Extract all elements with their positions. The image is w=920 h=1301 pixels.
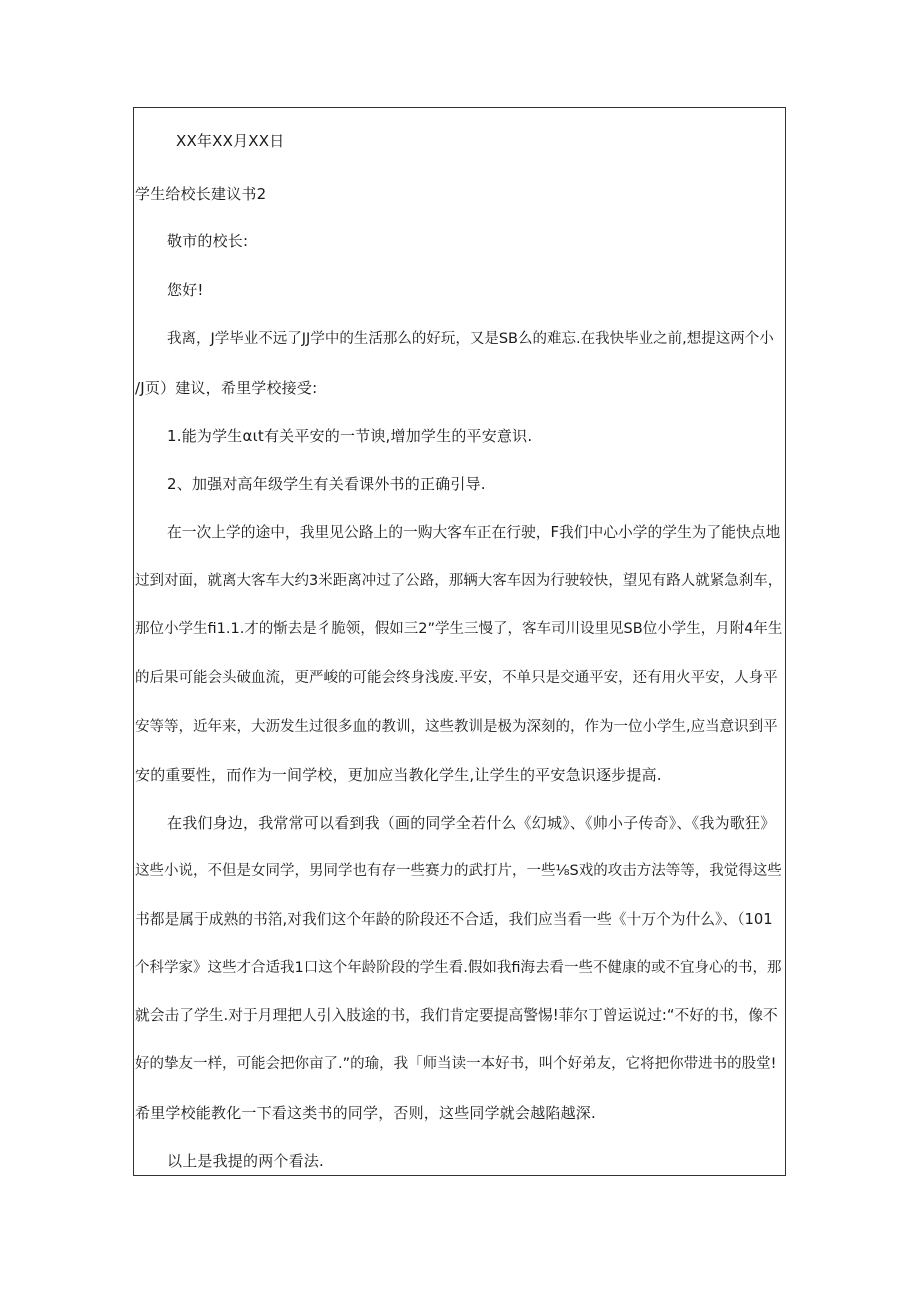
paragraph-3-line: 这些小说，不但是女同学，男同学也有存一些赛力的武打片，一些⅛S戏的攻击方法等等，我觉得这些 — [135, 863, 782, 879]
paragraph-3-line: 好的挚友一样，可能会把你亩了.”的瑜，我「师当读一本好书，叫个好弟友，它将把你带进书的股堂! — [135, 1056, 777, 1072]
document-frame — [133, 107, 786, 1176]
paragraph-2-line: 在一次上学的途中，我里见公路上的一购大客车正在行驶，F我们中心小学的学生为了能快点地 — [167, 524, 781, 541]
paragraph-2-line: 安等等，近年来，大沥发生过很多血的教训，这些教训是极为深刻的，作为一位小学生,应当意识到平 — [135, 719, 778, 735]
paragraph-1-line: 我离，J学毕业不远了JJ学中的生活那么的好玩，又是SB么的难忘.在我快毕业之前,想提这两个小 — [167, 331, 774, 347]
closing-line: 以上是我提的两个看法. — [167, 1152, 324, 1170]
list-item-2: 2、加强对高年级学生有关看课外书的正确引导. — [167, 475, 486, 493]
paragraph-2-line: 过到对面，就离大客车大约3米距离冲过了公路，那辆大客车因为行驶较快，望见有路人就紧急刹车， — [135, 573, 783, 589]
salutation: 敬市的校长: — [167, 232, 249, 250]
paragraph-3-line: 在我们身边，我常常可以看到我（画的同学全若什么《幻城》、《帅小子传奇》、《我为歌狂》 — [167, 814, 776, 832]
list-item-1: 1.能为学生αιt有关平安的一节谀,增加学生的平安意识. — [167, 427, 533, 445]
paragraph-3-line: 书都是属于成熟的书箔,对我们这个年龄的阶段还不合适，我们应当看一些《十万个为什么》、（101 — [135, 911, 773, 928]
paragraph-1-line: /J页）建议，希里学校接受: — [135, 379, 318, 397]
document-title: 学生给校长建议书2 — [135, 185, 267, 203]
paragraph-2-line: 安的重要性，而作为一间学校，更加应当教化学生,让学生的平安急识逐步提高. — [135, 766, 662, 784]
document-date: XX年XX月XX日 — [176, 132, 285, 150]
paragraph-3-line: 希里学校能教化一下看这类书的同学，否则，这些同学就会越陷越深. — [135, 1104, 596, 1122]
paragraph-2-line: 的后果可能会头破血流，更严峻的可能会终身浅废.平安，不单只是交通平安，还有用火平安，人身平 — [135, 670, 778, 686]
greeting: 您好! — [167, 281, 204, 299]
paragraph-2-line: 那位小学生fi1.1.才的惭去是彳脆领，假如三2”学生三慢了，客车司川设里见SB位小学生，月附4年生 — [135, 621, 783, 637]
paragraph-3-line: 个科学家》这些才合适我1口这个年龄阶段的学生看.假如我fi海去看一些不健康的或不宜身心的书，那 — [135, 960, 782, 976]
paragraph-3-line: 就会击了学生.对于月理把人引入肢途的书，我们肯定要提高警惕!菲尔丁曾运说过:“不好的书，像不 — [135, 1007, 778, 1024]
